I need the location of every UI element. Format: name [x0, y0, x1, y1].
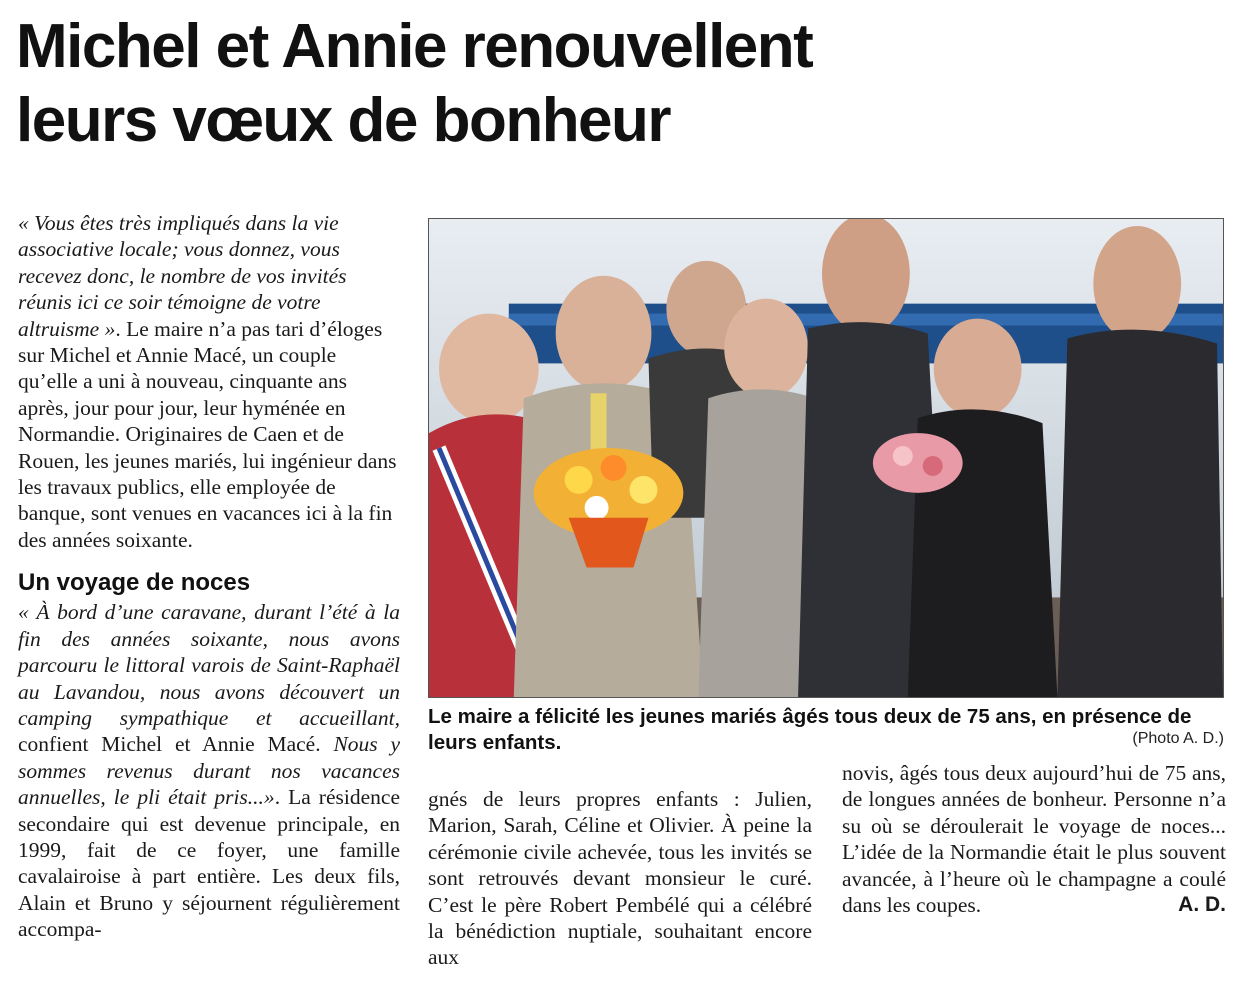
intro-paragraph — [18, 210, 400, 553]
article-photo — [428, 218, 1224, 698]
article-headline — [16, 10, 1226, 158]
article-column-1 — [18, 210, 400, 943]
group-photo-image — [429, 219, 1223, 697]
photo-caption: Le maire a félicité les jeunes mariés âgés tous deux de 75 ans, en présence de leurs enfants. — [428, 705, 1192, 754]
author-signature: A. D. — [1178, 893, 1226, 917]
headline-line-1: Michel et Annie renouvellent — [16, 12, 813, 81]
text-residence: . La résidence secondaire qui est devenue principale, en 1999, fait de ce foyer, une famille cavalairoise à part entière. Les deux fils, Alain et Bruno y séjournent régulièrement accompa- — [18, 785, 400, 942]
article-column-2 — [428, 786, 812, 971]
intro-quote: « Vous êtes très impliqués dans la vie associative locale; vous donnez, vous recevez donc, le nombre de vos invités réunis ici ce soir témoigne de votre altruisme » — [18, 211, 347, 341]
quote-caravane: « À bord d’une caravane, durant l’été à la fin des années soixante, nous avons parcouru le littoral varois de Saint-Raphaël au Lavandou, nous avons découvert un camping sympathique et accueillant, — [18, 600, 400, 730]
article-column-3 — [842, 760, 1226, 918]
intro-text: . Le maire n’a pas tari d’éloges sur Michel et Annie Macé, un couple qu’elle a uni à nouveau, cinquante ans après, jour pour jour, leur hyménée en Normandie. Originaires de Caen et de Rouen, les jeunes mariés, lui ingénieur dans les travaux publics, elle employée de banque, sont venues en vacances ici à la fin des années soixante. — [18, 316, 397, 552]
photo-credit: (Photo A. D.) — [1132, 730, 1224, 747]
section-subheading: Un voyage de noces — [18, 569, 251, 597]
voyage-paragraph — [18, 599, 400, 942]
quote-revenus: Nous y sommes revenus durant nos vacances annuelles, le pli était pris...» — [18, 732, 401, 810]
column-2-text: gnés de leurs propres enfants : Julien, Marion, Sarah, Céline et Olivier. À peine la cérémonie civile achevée, tous les invités se sont retrouvés devant monsieur le curé. C’est le père Robert Pembélé qui a célébré la bénédiction nuptiale, souhaitant encore aux — [428, 787, 812, 970]
column-3-text: novis, âgés tous deux aujourd’hui de 75 ans, de longues années de bonheur. Personne n’a su où se déroulerait le voyage de noces... L’idée de la Normandie était le plus souvent avancée, à l’heure où le champagne a coulé dans les coupes. — [842, 761, 1226, 918]
headline-line-2: leurs vœux de bonheur — [16, 86, 671, 155]
text-confient: confient Michel et Annie Macé. — [18, 732, 334, 757]
